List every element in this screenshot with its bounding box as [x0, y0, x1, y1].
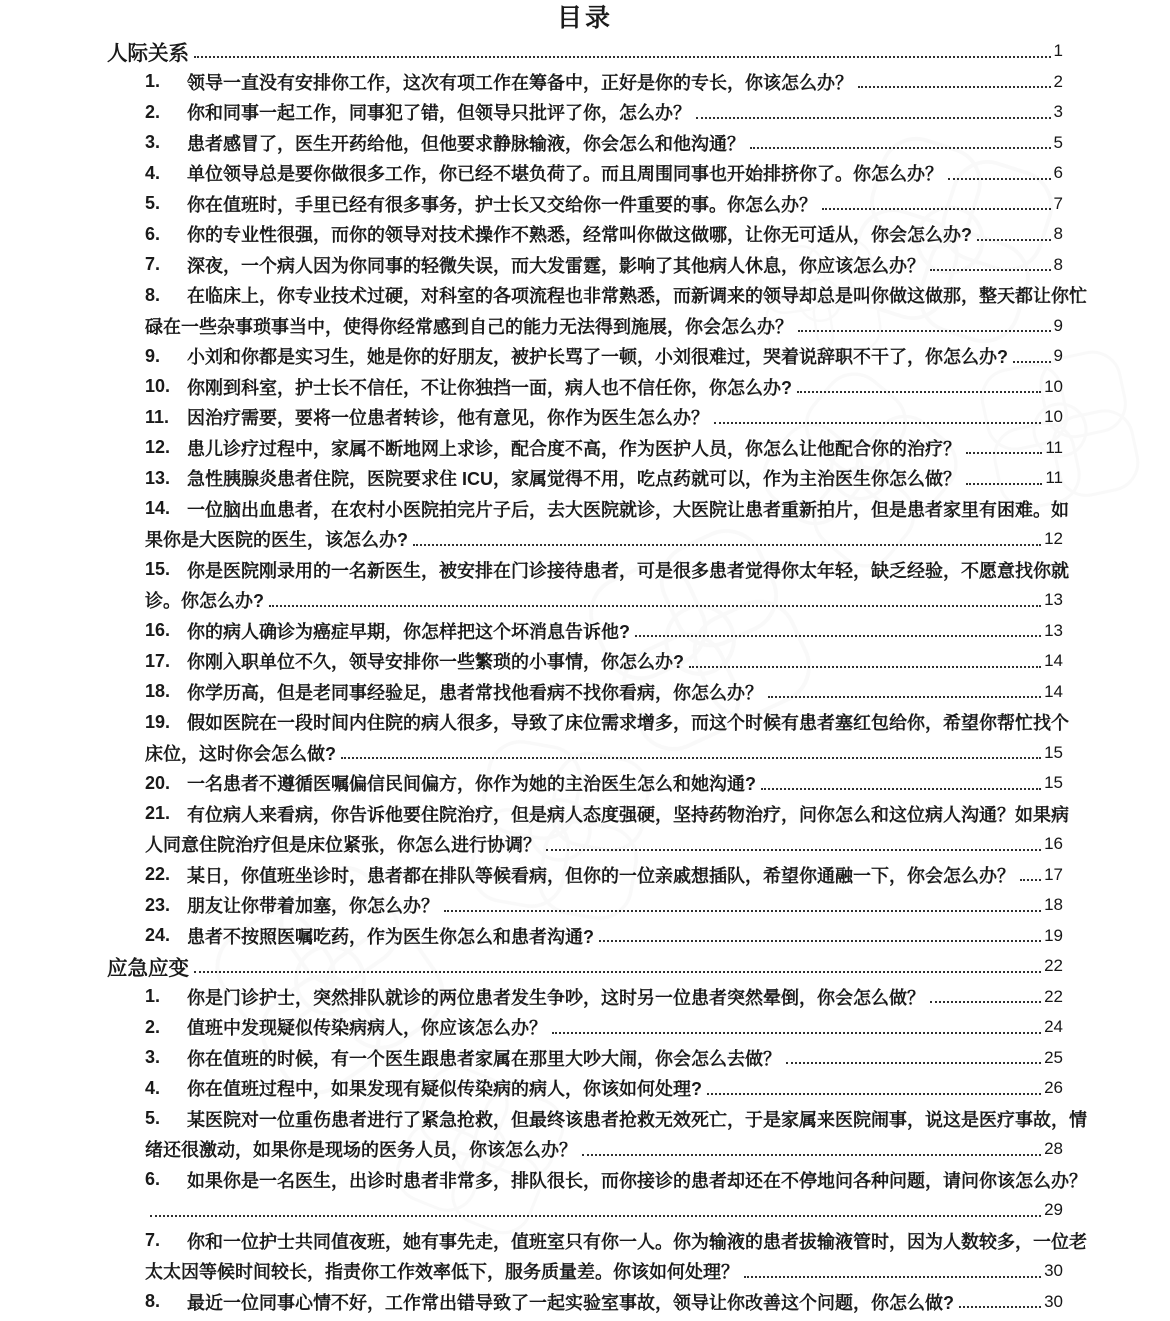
entry-text: 领导一直没有安排你工作，这次有项工作在筹备中，正好是你的专长，你该怎么办？ [187, 72, 853, 93]
entry-text: 如果你是一名医生，出诊时患者非常多，排队很长，而你接诊的患者却还在不停地问各种问题，请问你该怎么办？ [187, 1170, 1087, 1191]
page-number: 10 [1044, 407, 1063, 427]
entry-number: 2. [145, 101, 161, 122]
page-number: 8 [1053, 224, 1063, 244]
page-number: 2 [1053, 71, 1063, 91]
entry-line [145, 128, 1063, 159]
toc-entry [145, 616, 1063, 647]
dot-leader [1013, 361, 1051, 363]
entry-text: 你和一位护士共同值夜班，她有事先走，值班室只有你一人。你为输液的患者拔输液管时，因为人数较多，一位老 [187, 1231, 1087, 1252]
entry-text: 深夜，一个病人因为你同事的轻微失误，而大发雷霆，影响了其他病人休息，你应该怎么办？ [187, 255, 925, 276]
section-heading: 人际关系 [107, 42, 189, 66]
page-number: 29 [1044, 1200, 1063, 1220]
page-number: 9 [1053, 315, 1063, 335]
entry-line [145, 524, 1063, 555]
entry-text: 假如医院在一段时间内住院的病人很多，导致了床位需求增多，而这个时候有患者塞红包给你，希望你帮忙找个 [187, 713, 1069, 734]
entry-number: 10. [145, 376, 171, 397]
entry-text: 值班中发现疑似传染病病人，你应该怎么办？ [187, 1018, 547, 1039]
dot-leader [930, 1001, 1041, 1003]
toc-entry [145, 433, 1063, 464]
entry-line [145, 1195, 1063, 1226]
entry-line [145, 860, 1063, 891]
dot-leader [707, 1093, 1041, 1095]
toc-entry [145, 677, 1063, 708]
dot-leader [948, 178, 1051, 180]
toc-entry [145, 1104, 1087, 1165]
dot-leader [744, 1276, 1041, 1278]
entry-number: 4. [145, 1077, 161, 1098]
entry-number: 6. [145, 1169, 161, 1190]
dot-leader [1020, 879, 1041, 881]
entry-line [145, 616, 1063, 647]
entry-number: 19. [145, 711, 171, 732]
page-number: 6 [1053, 163, 1063, 183]
dot-leader [797, 391, 1041, 393]
entry-text: 小刘和你都是实习生，她是你的好朋友，被护长骂了一顿，小刘很难过，哭着说辞职不干了，你怎么办? [187, 347, 1008, 368]
entry-text: 最近一位同事心情不好，工作常出错导致了一起实验室事故，领导让你改善这个问题，你怎么做? [187, 1292, 954, 1313]
entry-line [145, 1165, 1087, 1196]
entry-line [145, 768, 1063, 799]
page-number: 11 [1045, 468, 1063, 488]
page-number: 13 [1044, 590, 1063, 610]
dot-leader [768, 696, 1041, 698]
dot-leader [546, 849, 1041, 851]
dot-leader [150, 1215, 1041, 1217]
entry-line [145, 97, 1063, 128]
page-number: 9 [1053, 346, 1063, 366]
entry-text: 果你是大医院的医生，该怎么办? [145, 530, 408, 551]
entry-line [145, 1104, 1087, 1135]
entry-number: 24. [145, 925, 171, 946]
dot-leader [194, 971, 1041, 973]
entry-line [145, 585, 1063, 616]
dot-leader [444, 910, 1041, 912]
page-number: 17 [1044, 864, 1063, 884]
dot-leader [413, 544, 1041, 546]
entry-line [145, 1043, 1063, 1074]
page-number: 8 [1053, 254, 1063, 274]
dot-leader [858, 86, 1051, 88]
page-number: 5 [1053, 132, 1063, 152]
entry-line [145, 921, 1063, 952]
entry-line [145, 311, 1063, 342]
entry-text: 你是医院刚录用的一名新医生，被安排在门诊接待患者，可是很多患者觉得你太年轻，缺乏经验，不愿意找你就 [187, 560, 1069, 581]
section-page-number: 22 [1044, 956, 1063, 976]
page-number: 15 [1044, 742, 1063, 762]
section-row [107, 36, 1063, 67]
page-number: 26 [1044, 1078, 1063, 1098]
toc-entry [145, 463, 1063, 494]
entry-line [145, 372, 1063, 403]
page-number: 16 [1044, 834, 1063, 854]
page-number: 12 [1044, 529, 1063, 549]
entry-text: 你在值班时，手里已经有很多事务，护士长又交给你一件重要的事。你怎么办？ [187, 194, 817, 215]
entry-number: 11. [145, 406, 170, 427]
section-row [107, 951, 1063, 982]
entry-number: 15. [145, 559, 171, 580]
entry-text: 绪还很激动，如果你是现场的医务人员，你该怎么办？ [145, 1140, 577, 1161]
entry-line [145, 829, 1063, 860]
entry-number: 2. [145, 1016, 161, 1037]
dot-leader [635, 635, 1041, 637]
entry-line [145, 433, 1063, 464]
toc-entry [145, 1287, 1063, 1318]
dot-leader [966, 452, 1042, 454]
page-number: 19 [1044, 925, 1063, 945]
entry-line [145, 1134, 1063, 1165]
entry-number: 5. [145, 1108, 161, 1129]
entry-number: 17. [145, 650, 171, 671]
entry-text: 急性胰腺炎患者住院，医院要求住 ICU，家属觉得不用，吃点药就可以，作为主治医生你怎么做？ [187, 469, 961, 490]
entry-number: 4. [145, 162, 161, 183]
entry-text: 诊。你怎么办? [145, 591, 264, 612]
dot-leader [582, 1154, 1041, 1156]
toc-entry [145, 921, 1063, 952]
entry-number: 18. [145, 681, 171, 702]
entry-line [145, 982, 1063, 1013]
entry-text: 你在值班的时候，有一个医生跟患者家属在那里大吵大闹，你会怎么去做？ [187, 1048, 781, 1069]
dot-leader [750, 147, 1051, 149]
entry-line [145, 67, 1063, 98]
page-number: 25 [1044, 1047, 1063, 1067]
entry-line [145, 189, 1063, 220]
entry-line [145, 219, 1063, 250]
entry-text: 患者不按照医嘱吃药，作为医生你怎么和患者沟通? [187, 926, 594, 947]
toc-list [107, 36, 1087, 1317]
entry-line [145, 463, 1063, 494]
entry-text: 太太因等候时间较长，指责你工作效率低下，服务质量差。你该如何处理？ [145, 1262, 739, 1283]
dot-leader [966, 483, 1042, 485]
entry-number: 3. [145, 132, 161, 153]
entry-number: 1. [145, 71, 161, 92]
dot-leader [696, 117, 1051, 119]
page-title: 目录 [556, 4, 613, 32]
toc-entry [145, 67, 1063, 98]
entry-text: 因治疗需要，要将一位患者转诊，他有意见，你作为医生怎么办？ [187, 408, 709, 429]
page-number: 7 [1053, 193, 1063, 213]
toc-entry [145, 372, 1063, 403]
entry-number: 13. [145, 467, 171, 488]
entry-line [145, 402, 1063, 433]
toc-entry [145, 494, 1069, 555]
entry-line [145, 250, 1063, 281]
dot-leader [269, 605, 1041, 607]
entry-number: 8. [145, 1291, 161, 1312]
toc-entry [145, 97, 1063, 128]
toc-entry [145, 219, 1063, 250]
toc-entry [145, 128, 1063, 159]
dot-leader [798, 330, 1051, 332]
dot-leader [194, 56, 1051, 58]
entry-line [145, 799, 1069, 830]
dot-leader [822, 208, 1051, 210]
entry-text: 你是门诊护士，突然排队就诊的两位患者发生争吵，这时另一位患者突然晕倒，你会怎么做？ [187, 987, 925, 1008]
section-page-number: 1 [1053, 41, 1063, 61]
entry-text: 你学历高，但是老同事经验足，患者常找他看病不找你看病，你怎么办？ [187, 682, 763, 703]
toc-entry [145, 768, 1063, 799]
entry-line [145, 280, 1087, 311]
toc-entry [145, 189, 1063, 220]
toc-entry [145, 1165, 1087, 1226]
toc-entry [145, 402, 1063, 433]
entry-number: 3. [145, 1047, 161, 1068]
entry-line [145, 1256, 1063, 1287]
page-number: 18 [1044, 895, 1063, 915]
toc-entry [145, 341, 1063, 372]
entry-line [145, 1287, 1063, 1318]
dot-leader [786, 1062, 1041, 1064]
dot-leader [761, 788, 1041, 790]
entry-text: 碌在一些杂事琐事当中，使得你经常感到自己的能力无法得到施展，你会怎么办？ [145, 316, 793, 337]
entry-line [145, 494, 1069, 525]
entry-text: 有位病人来看病，你告诉他要住院治疗，但是病人态度强硬，坚持药物治疗，问你怎么和这位病人沟通？如果病 [187, 804, 1069, 825]
entry-line [145, 341, 1063, 372]
entry-text: 一名患者不遵循医嘱偏信民间偏方，你作为她的主治医生怎么和她沟通? [187, 774, 756, 795]
dot-leader [959, 1306, 1041, 1308]
entry-line [145, 677, 1063, 708]
page-number: 3 [1053, 102, 1063, 122]
toc-entry [145, 1043, 1063, 1074]
entry-text: 你的病人确诊为癌症早期，你怎样把这个坏消息告诉他? [187, 621, 630, 642]
toc-entry [145, 799, 1069, 860]
dot-leader [930, 269, 1051, 271]
toc-content [107, 2, 1087, 1317]
entry-line [145, 707, 1069, 738]
toc-entry [145, 250, 1063, 281]
entry-line [145, 1226, 1087, 1257]
page-number: 24 [1044, 1017, 1063, 1037]
entry-line [145, 890, 1063, 921]
entry-text: 某医院对一位重伤患者进行了紧急抢救，但最终该患者抢救无效死亡，于是家属来医院闹事，说这是医疗事故，情 [187, 1109, 1087, 1130]
entry-number: 14. [145, 498, 171, 519]
entry-number: 21. [145, 803, 171, 824]
entry-text: 患儿诊疗过程中，家属不断地网上求诊，配合度不高，作为医护人员，你怎么让他配合你的治疗？ [187, 438, 961, 459]
page-number: 22 [1044, 986, 1063, 1006]
entry-text: 在临床上，你专业技术过硬，对科室的各项流程也非常熟悉，而新调来的领导却总是叫你做这做那，整天都让你忙 [187, 286, 1087, 307]
entry-text: 某日，你值班坐诊时，患者都在排队等候看病，但你的一位亲戚想插队，希望你通融一下，你会怎么办？ [187, 865, 1015, 886]
entry-number: 6. [145, 223, 161, 244]
entry-line [145, 1073, 1063, 1104]
toc-entry [145, 280, 1087, 341]
toc-entry [145, 1226, 1087, 1287]
section-heading: 应急应变 [107, 957, 189, 981]
entry-number: 12. [145, 437, 171, 458]
entry-number: 5. [145, 193, 161, 214]
toc-entry [145, 1012, 1063, 1043]
page-number: 11 [1045, 437, 1063, 457]
toc-entry [145, 158, 1063, 189]
entry-number: 22. [145, 864, 171, 885]
dot-leader [341, 757, 1041, 759]
entry-number: 8. [145, 284, 161, 305]
page-number: 14 [1044, 681, 1063, 701]
page-number: 15 [1044, 773, 1063, 793]
page-number: 30 [1044, 1261, 1063, 1281]
entry-text: 你在值班过程中，如果发现有疑似传染病的病人，你该如何处理? [187, 1079, 702, 1100]
entry-line [145, 646, 1063, 677]
dot-leader [714, 422, 1041, 424]
entry-text: 床位，这时你会怎么做? [145, 743, 336, 764]
entry-number: 7. [145, 254, 161, 275]
toc-entry [145, 1073, 1063, 1104]
entry-text: 朋友让你带着加塞，你怎么办？ [187, 896, 439, 917]
page-number: 28 [1044, 1139, 1063, 1159]
dot-leader [977, 239, 1051, 241]
entry-text: 你刚到科室，护士长不信任，不让你独挡一面，病人也不信任你，你怎么办? [187, 377, 792, 398]
entry-text: 你的专业性很强，而你的领导对技术操作不熟悉，经常叫你做这做哪，让你无可适从，你会怎么办? [187, 225, 972, 246]
dot-leader [552, 1032, 1041, 1034]
entry-number: 7. [145, 1230, 161, 1251]
toc-entry [145, 646, 1063, 677]
page-number: 13 [1044, 620, 1063, 640]
page-number: 14 [1044, 651, 1063, 671]
entry-number: 9. [145, 345, 161, 366]
entry-text: 人同意住院治疗但是床位紧张，你怎么进行协调？ [145, 835, 541, 856]
toc-entry [145, 890, 1063, 921]
entry-number: 23. [145, 894, 171, 915]
entry-line [145, 1012, 1063, 1043]
entry-line [145, 555, 1069, 586]
entry-number: 1. [145, 986, 161, 1007]
entry-line [145, 738, 1063, 769]
dot-leader [689, 666, 1041, 668]
dot-leader [599, 940, 1041, 942]
page-number: 10 [1044, 376, 1063, 396]
entry-text: 单位领导总是要你做很多工作，你已经不堪负荷了。而且周围同事也开始排挤你了。你怎么办？ [187, 164, 943, 185]
toc-entry [145, 555, 1069, 616]
entry-line [145, 158, 1063, 189]
entry-number: 20. [145, 772, 171, 793]
entry-text: 患者感冒了，医生开药给他，但他要求静脉输液，你会怎么和他沟通？ [187, 133, 745, 154]
entry-text: 一位脑出血患者，在农村小医院拍完片子后，去大医院就诊，大医院让患者重新拍片，但是患者家里有困难。如 [187, 499, 1069, 520]
entry-text: 你刚入职单位不久，领导安排你一些繁琐的小事情，你怎么办? [187, 652, 684, 673]
page-number: 30 [1044, 1291, 1063, 1311]
toc-entry [145, 982, 1063, 1013]
toc-entry [145, 707, 1069, 768]
entry-text: 你和同事一起工作，同事犯了错，但领导只批评了你，怎么办？ [187, 103, 691, 124]
toc-entry [145, 860, 1063, 891]
entry-number: 16. [145, 620, 171, 641]
